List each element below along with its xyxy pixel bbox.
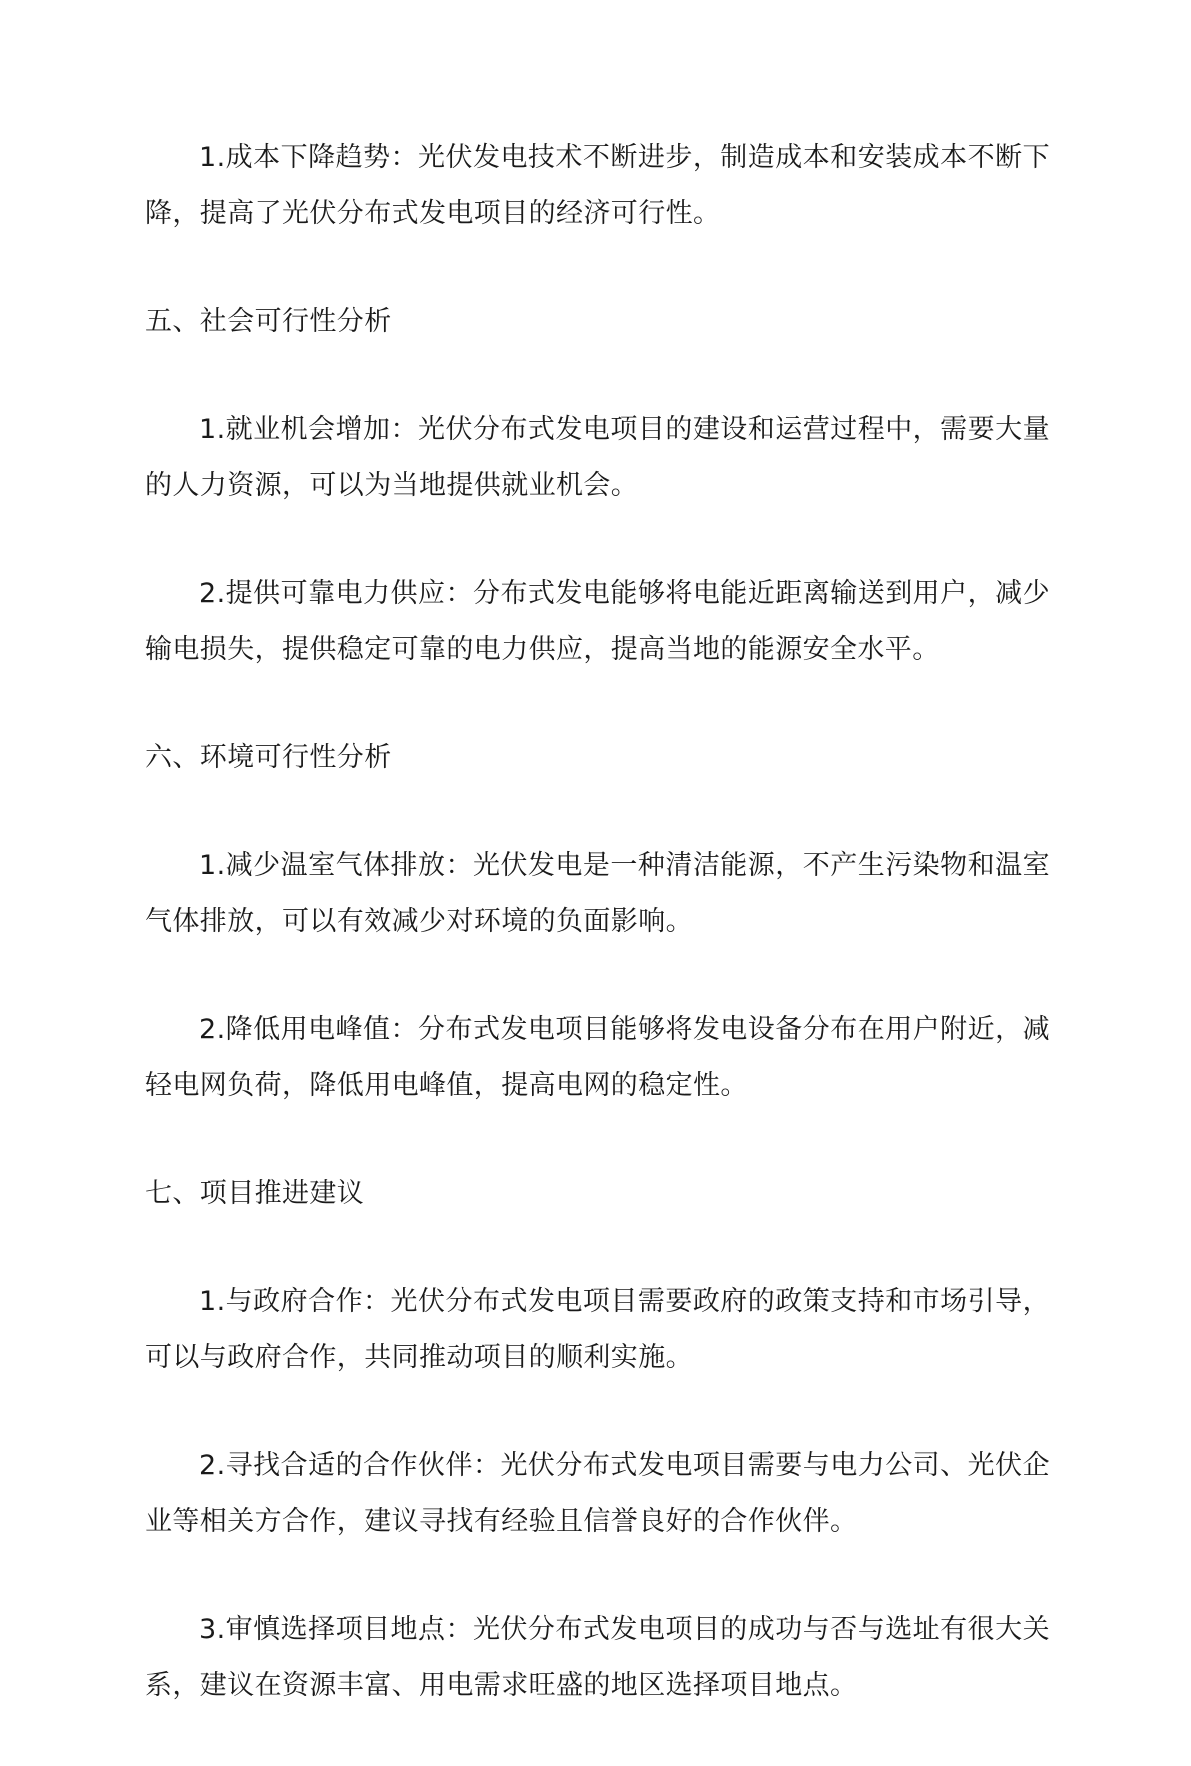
section-heading-environment: 六、环境可行性分析	[145, 742, 392, 773]
section-heading-recommendations: 七、项目推进建议	[145, 1178, 365, 1209]
document-body	[145, 130, 1050, 1766]
paragraph-cost-decline: 1.成本下降趋势：光伏发电技术不断进步，制造成本和安装成本不断下降，提高了光伏分布式发电项目的经济可行性。	[145, 142, 1050, 229]
paragraph-government: 1.与政府合作：光伏分布式发电项目需要政府的政策支持和市场引导，可以与政府合作，共同推动项目的顺利实施。	[145, 1286, 1050, 1373]
paragraph-peak-load: 2.降低用电峰值：分布式发电项目能够将发电设备分布在用户附近，减轻电网负荷，降低用电峰值，提高电网的稳定性。	[145, 1014, 1050, 1101]
paragraph-partners: 2.寻找合适的合作伙伴：光伏分布式发电项目需要与电力公司、光伏企业等相关方合作，建议寻找有经验且信誉良好的合作伙伴。	[145, 1450, 1050, 1537]
paragraph-site-selection: 3.审慎选择项目地点：光伏分布式发电项目的成功与否与选址有很大关系，建议在资源丰富、用电需求旺盛的地区选择项目地点。	[145, 1614, 1050, 1701]
paragraph-power-supply: 2.提供可靠电力供应：分布式发电能够将电能近距离输送到用户，减少输电损失，提供稳定可靠的电力供应，提高当地的能源安全水平。	[145, 578, 1050, 665]
paragraph-emissions: 1.减少温室气体排放：光伏发电是一种清洁能源，不产生污染物和温室气体排放，可以有效减少对环境的负面影响。	[145, 850, 1050, 937]
section-heading-social: 五、社会可行性分析	[145, 306, 392, 337]
paragraph-employment: 1.就业机会增加：光伏分布式发电项目的建设和运营过程中，需要大量的人力资源，可以为当地提供就业机会。	[145, 414, 1050, 501]
